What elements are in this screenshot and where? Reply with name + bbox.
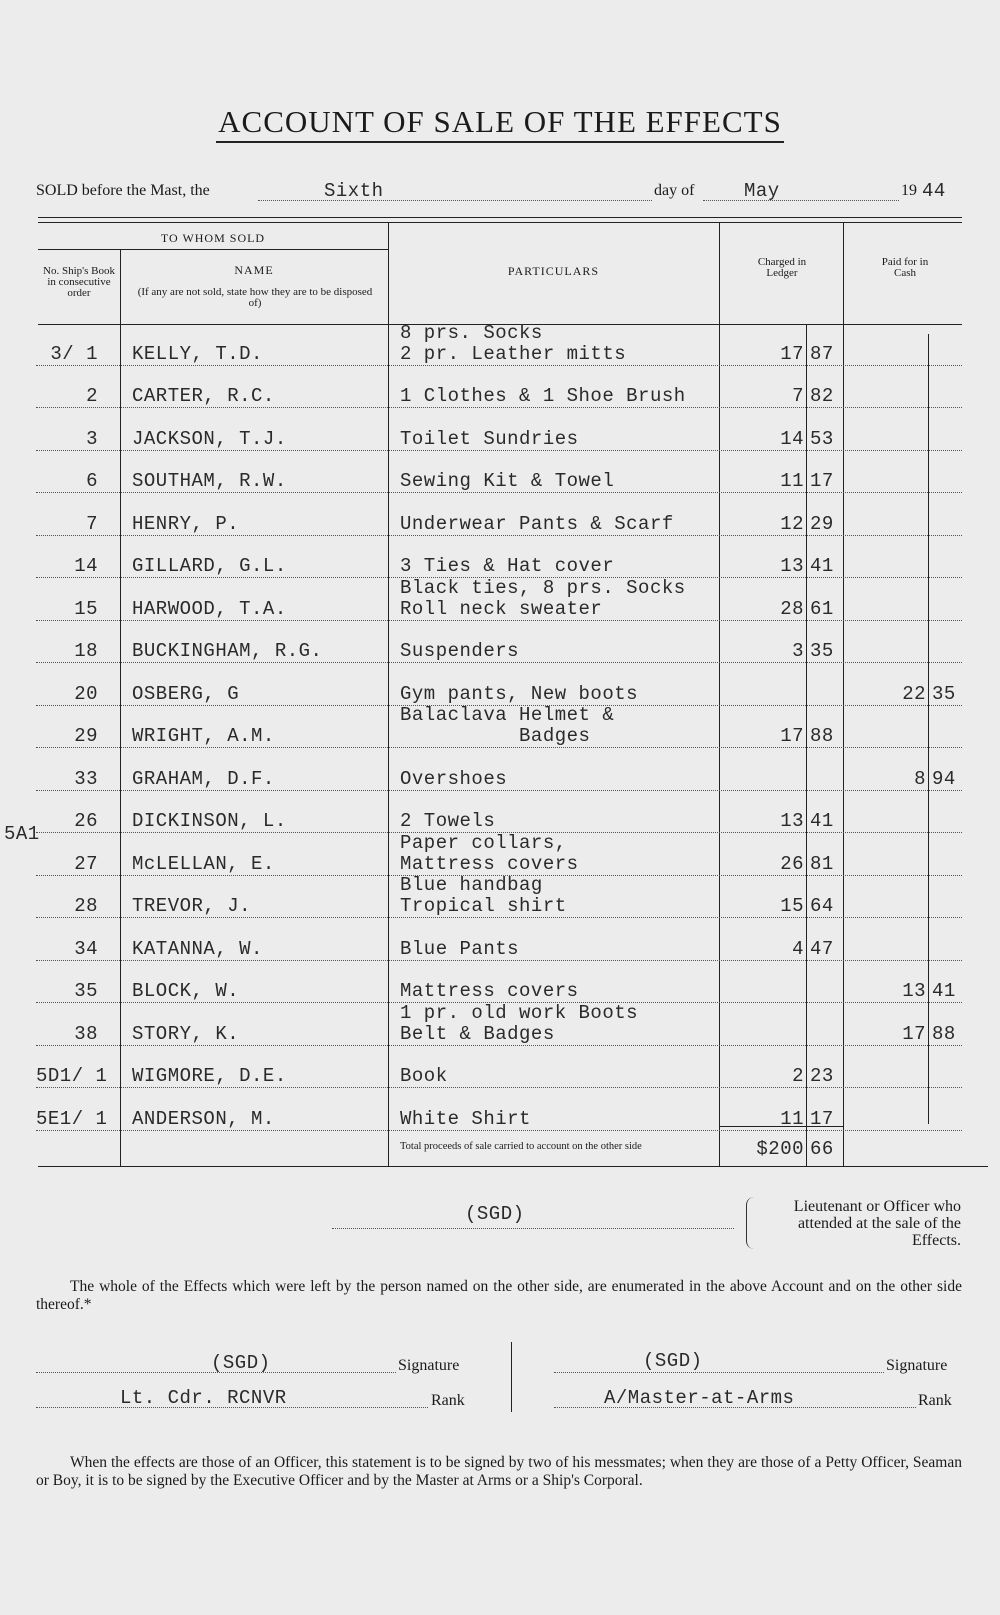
particulars-line-2: Underwear Pants & Scarf [400, 513, 674, 535]
left-rank-label: Rank [431, 1392, 465, 1409]
col-divider-name [388, 222, 389, 1166]
charged-cents: 47 [810, 938, 834, 960]
sold-to-name: KATANNA, W. [132, 938, 263, 960]
header-to-whom-sold: TO WHOM SOLD [160, 231, 266, 245]
particulars-line-2: 2 Towels [400, 810, 496, 832]
signature-divider [511, 1342, 512, 1412]
charged-dollars: 17 [780, 725, 804, 747]
total-label: Total proceeds of sale carried to account on the other side [400, 1141, 642, 1152]
particulars-line-2: White Shirt [400, 1108, 531, 1130]
particulars-line-2: 1 Clothes & 1 Shoe Brush [400, 385, 686, 407]
sold-to-name: SOUTHAM, R.W. [132, 470, 287, 492]
page-title: ACCOUNT OF SALE OF THE EFFECTS [0, 104, 1000, 140]
table-row-rule [36, 535, 962, 536]
table-row-rule [36, 960, 962, 961]
sold-to-name: TREVOR, J. [132, 895, 252, 917]
statement-text: The whole of the Effects which were left by the person named on the other side, are enumerated in the above Account and on the other side thereof.* [36, 1278, 962, 1313]
ship-book-number: 3 [86, 428, 98, 450]
particulars-line-2: Belt & Badges [400, 1023, 555, 1045]
paid-dollars: 13 [902, 980, 926, 1002]
table-bottom-rule [38, 1166, 988, 1167]
ship-book-number: 26 [74, 810, 98, 832]
sold-to-name: KELLY, T.D. [132, 343, 263, 365]
table-row-rule [36, 492, 962, 493]
ship-book-number: 29 [74, 725, 98, 747]
table-row-rule [36, 365, 962, 366]
table-top-rule-2 [38, 222, 962, 223]
paid-cents: 41 [932, 980, 956, 1002]
officer-label: Lieutenant or Officer who attended at the sale of the Effects. [793, 1198, 961, 1249]
table-row-rule [36, 1130, 962, 1131]
paid-cents: 35 [932, 683, 956, 705]
day-line [258, 200, 652, 201]
sold-to-name: GRAHAM, D.F. [132, 768, 275, 790]
officer-signature-line [332, 1228, 734, 1229]
charged-cents: 41 [810, 555, 834, 577]
header-name: NAME [234, 263, 274, 277]
ship-book-number: 20 [74, 683, 98, 705]
left-rank: Lt. Cdr. RCNVR [120, 1387, 287, 1409]
charged-dollars: 14 [780, 428, 804, 450]
left-signature-label: Signature [398, 1357, 460, 1374]
sold-to-name: BLOCK, W. [132, 980, 240, 1002]
ship-book-number: 28 [74, 895, 98, 917]
right-rank: A/Master-at-Arms [604, 1387, 795, 1409]
total-cents: 66 [810, 1138, 834, 1160]
charged-dollars: 11 [780, 470, 804, 492]
ship-book-number: 27 [74, 853, 98, 875]
sold-to-name: DICKINSON, L. [132, 810, 287, 832]
charged-dollars: 3 [792, 640, 804, 662]
sale-year: 44 [922, 180, 946, 202]
charged-cents: 87 [810, 343, 834, 365]
header-no: No. Ship's Book in consecutive order [43, 265, 115, 299]
header-name-note: (If any are not sold, state how they are to be disposed of) [137, 286, 373, 309]
charged-dollars: 2 [792, 1065, 804, 1087]
particulars-line-2: Suspenders [400, 640, 520, 662]
table-row-rule [36, 450, 962, 451]
ship-book-number: 38 [74, 1023, 98, 1045]
particulars-line-2: 2 pr. Leather mitts [400, 343, 627, 365]
particulars-line-1: Black ties, 8 prs. Socks [400, 577, 686, 599]
right-signature-label: Signature [886, 1357, 948, 1374]
charged-dollars: 28 [780, 598, 804, 620]
sold-to-name: GILLARD, G.L. [132, 555, 287, 577]
charged-dollars: 15 [780, 895, 804, 917]
charged-dollars: 12 [780, 513, 804, 535]
charged-cents: 17 [810, 1108, 834, 1130]
charged-cents: 17 [810, 470, 834, 492]
particulars-line-2: Mattress covers [400, 853, 579, 875]
ship-book-number: 34 [74, 938, 98, 960]
cents-divider-paid [928, 334, 929, 1124]
sold-to-name: STORY, K. [132, 1023, 240, 1045]
sold-prefix: SOLD before the Mast, the [36, 182, 210, 199]
charged-dollars: 17 [780, 343, 804, 365]
paid-cents: 88 [932, 1023, 956, 1045]
charged-cents: 23 [810, 1065, 834, 1087]
year-prefix: 19 [901, 182, 917, 199]
ship-book-number: 7 [86, 513, 98, 535]
table-row-rule [36, 790, 962, 791]
particulars-line-2: Book [400, 1065, 448, 1087]
charged-cents: 61 [810, 598, 834, 620]
particulars-line-1: Paper collars, [400, 832, 567, 854]
table-row-rule [36, 1087, 962, 1088]
particulars-line-1: 8 prs. Socks [400, 322, 543, 344]
paid-cents: 94 [932, 768, 956, 790]
particulars-line-2: Overshoes [400, 768, 508, 790]
particulars-line-1: Blue handbag [400, 874, 543, 896]
paid-dollars: 8 [914, 768, 926, 790]
ship-book-number: 3/ 1 [50, 343, 98, 365]
sold-to-name: McLELLAN, E. [132, 853, 275, 875]
sale-month: May [744, 180, 780, 202]
header-paid: Paid for in Cash [881, 256, 929, 279]
table-row-rule [36, 662, 962, 663]
charged-dollars: 7 [792, 385, 804, 407]
particulars-line-2: Mattress covers [400, 980, 579, 1002]
particulars-line-2: Sewing Kit & Towel [400, 470, 615, 492]
particulars-line-2: Roll neck sweater [400, 598, 603, 620]
table-row-rule [36, 407, 962, 408]
sold-to-name: HENRY, P. [132, 513, 240, 535]
margin-note: 5A1 [4, 823, 40, 845]
charged-dollars: 11 [780, 1108, 804, 1130]
sold-to-name: WIGMORE, D.E. [132, 1065, 287, 1087]
right-rank-label: Rank [918, 1392, 952, 1409]
header-particulars: PARTICULARS [507, 264, 600, 278]
ship-book-number: 5E1/ 1 [36, 1108, 108, 1130]
month-line [703, 200, 899, 201]
sold-to-name: WRIGHT, A.M. [132, 725, 275, 747]
paid-dollars: 17 [902, 1023, 926, 1045]
sold-to-name: BUCKINGHAM, R.G. [132, 640, 323, 662]
charged-dollars: 13 [780, 555, 804, 577]
day-of-label: day of [654, 182, 695, 199]
officer-sgd: (SGD) [465, 1203, 525, 1225]
ship-book-number: 14 [74, 555, 98, 577]
charged-dollars: 4 [792, 938, 804, 960]
total-dollars: $200 [756, 1138, 804, 1160]
particulars-line-2: Toilet Sundries [400, 428, 579, 450]
sold-to-name: HARWOOD, T.A. [132, 598, 287, 620]
ship-book-number: 2 [86, 385, 98, 407]
table-row-rule [36, 917, 962, 918]
left-sgd: (SGD) [211, 1352, 271, 1374]
sold-to-name: ANDERSON, M. [132, 1108, 275, 1130]
ship-book-number: 6 [86, 470, 98, 492]
ship-book-number: 18 [74, 640, 98, 662]
charged-cents: 88 [810, 725, 834, 747]
right-sgd: (SGD) [643, 1350, 703, 1372]
charged-cents: 81 [810, 853, 834, 875]
ship-book-number: 35 [74, 980, 98, 1002]
particulars-line-2: Blue Pants [400, 938, 520, 960]
table-row-rule [36, 620, 962, 621]
footnote-text: When the effects are those of an Officer, this statement is to be signed by two of his messmates; when they are those of a Petty Officer, Seaman or Boy, it is to be signed by the Executive Officer and by the Master at Arms or a Ship's Corporal. [36, 1454, 962, 1489]
charged-cents: 53 [810, 428, 834, 450]
ship-book-number: 15 [74, 598, 98, 620]
table-row-rule [36, 747, 962, 748]
table-row-rule [36, 1045, 962, 1046]
charged-cents: 82 [810, 385, 834, 407]
right-signature-line [554, 1372, 884, 1373]
header-charged: Charged in Ledger [757, 256, 807, 279]
paid-dollars: 22 [902, 683, 926, 705]
sold-to-name: JACKSON, T.J. [132, 428, 287, 450]
sale-day: Sixth [324, 180, 384, 202]
total-rule [719, 1126, 843, 1127]
particulars-line-1: Balaclava Helmet & [400, 704, 615, 726]
header-sub-rule [38, 249, 388, 250]
sold-to-name: CARTER, R.C. [132, 385, 275, 407]
charged-cents: 41 [810, 810, 834, 832]
particulars-line-2: 3 Ties & Hat cover [400, 555, 615, 577]
charged-cents: 64 [810, 895, 834, 917]
ship-book-number: 5D1/ 1 [36, 1065, 108, 1087]
ship-book-number: 33 [74, 768, 98, 790]
charged-cents: 35 [810, 640, 834, 662]
sold-to-name: OSBERG, G [132, 683, 240, 705]
charged-dollars: 13 [780, 810, 804, 832]
particulars-line-2: Tropical shirt [400, 895, 567, 917]
particulars-line-2: Gym pants, New boots [400, 683, 639, 705]
particulars-line-1: 1 pr. old work Boots [400, 1002, 639, 1024]
col-divider-no [120, 249, 121, 1166]
charged-cents: 29 [810, 513, 834, 535]
charged-dollars: 26 [780, 853, 804, 875]
particulars-line-2: Badges [400, 725, 591, 747]
table-top-rule [38, 217, 962, 218]
